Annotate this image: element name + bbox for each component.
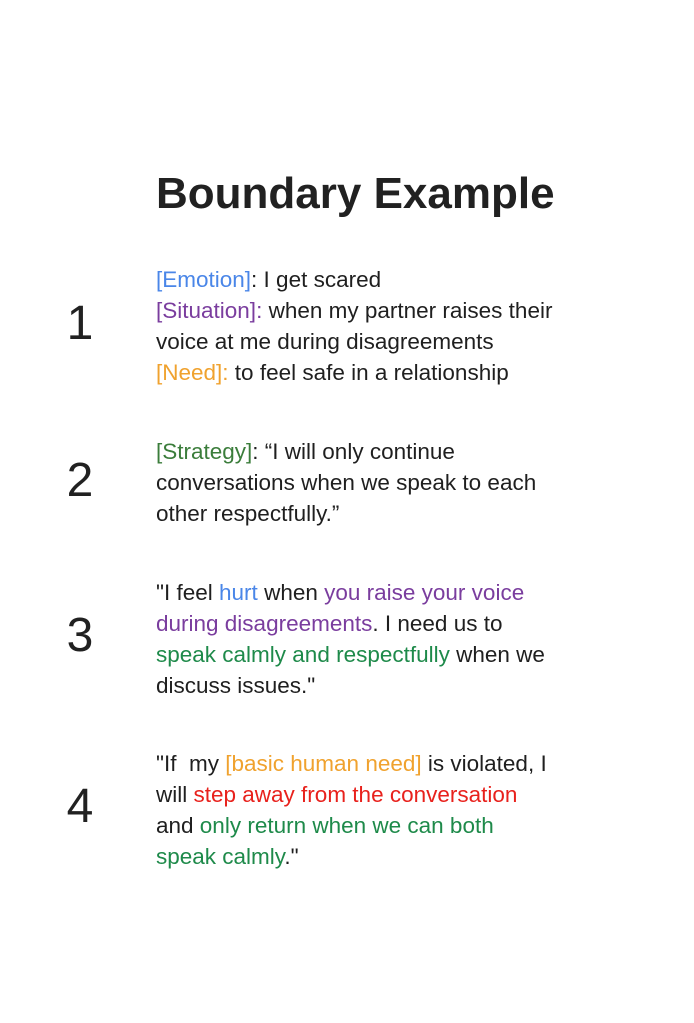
statement-line	[156, 841, 596, 872]
need-tag: [Need]:	[156, 360, 229, 385]
emotion-tag: [Emotion]	[156, 267, 252, 292]
emotion-text: : I get scared	[251, 267, 382, 292]
step-text	[156, 264, 596, 388]
step-number: 1	[66, 297, 94, 350]
statement-text: and	[156, 813, 200, 838]
page-title: Boundary Example	[156, 169, 555, 218]
step-text	[156, 748, 596, 872]
strategy-tag: [Strategy]	[156, 439, 253, 464]
emotion-line	[156, 264, 596, 295]
statement-line	[156, 608, 596, 639]
step-text	[156, 577, 596, 701]
need-tag: [basic human need]	[225, 751, 422, 776]
strategy-line	[156, 436, 596, 467]
statement-line	[156, 810, 596, 841]
statement-text: when we	[449, 642, 545, 667]
strategy-line: other respectfully.”	[156, 501, 340, 526]
statement-text: when	[257, 580, 325, 605]
need-line	[156, 357, 596, 388]
statement-line	[156, 748, 596, 779]
statement-text: will	[156, 782, 194, 807]
consequence-phrase: step away from the conversation	[193, 782, 518, 807]
statement-line	[156, 639, 596, 670]
situation-line	[156, 295, 596, 326]
statement-text: . I need us to	[372, 611, 503, 636]
step-text	[156, 436, 596, 529]
statement-text: ."	[284, 844, 299, 869]
need-phrase: speak calmly and respectfully	[156, 642, 450, 667]
statement-line	[156, 779, 596, 810]
return-phrase: speak calmly	[156, 844, 285, 869]
situation-text: when my partner raises their	[262, 298, 553, 323]
statement-text: "If my	[156, 751, 226, 776]
return-phrase: only return when we can both	[199, 813, 494, 838]
step-number: 4	[66, 780, 94, 833]
statement-line: discuss issues."	[156, 673, 316, 698]
situation-phrase: you raise your voice	[324, 580, 525, 605]
step-number: 3	[66, 609, 94, 662]
statement-text: is violated, I	[421, 751, 547, 776]
situation-tag: [Situation]:	[156, 298, 263, 323]
situation-phrase: during disagreements	[156, 611, 373, 636]
situation-line: voice at me during disagreements	[156, 329, 494, 354]
statement-line	[156, 577, 596, 608]
strategy-text: : “I will only continue	[252, 439, 455, 464]
need-text: to feel safe in a relationship	[228, 360, 509, 385]
emotion-word: hurt	[219, 580, 258, 605]
step-number: 2	[66, 454, 94, 507]
statement-text: "I feel	[156, 580, 220, 605]
strategy-line: conversations when we speak to each	[156, 470, 537, 495]
